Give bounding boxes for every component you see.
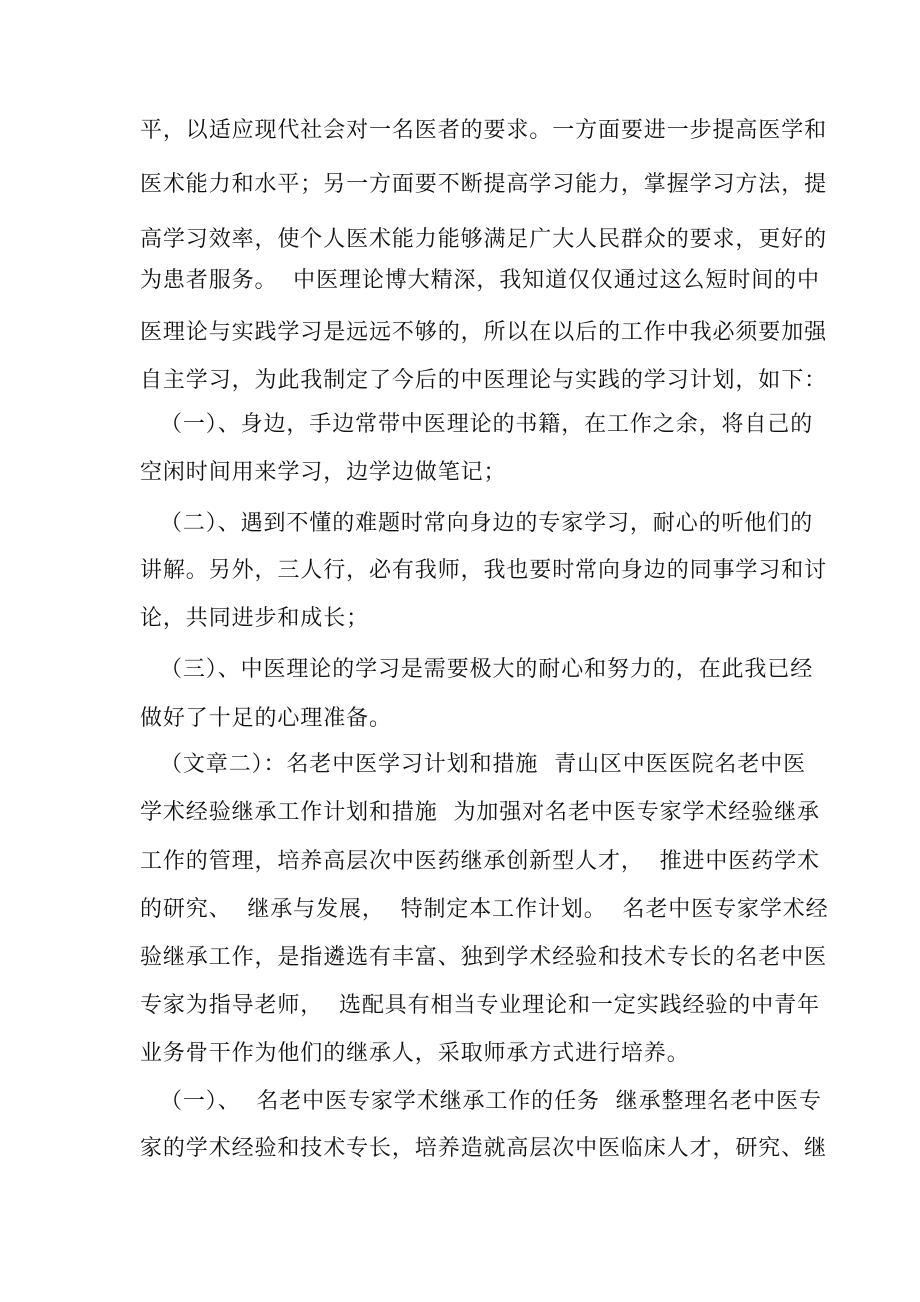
text-line-21: （一）、 名老中医专家学术继承工作的任务 继承整理名老中医专 (160, 1089, 822, 1114)
text-line-7: （一）、身边，手边常带中医理论的书籍，在工作之余，将自己的 (160, 412, 814, 437)
text-line-4: 为患者服务。 中医理论博大精深，我知道仅仅通过这么短时间的中 (140, 268, 820, 293)
text-line-22: 家的学术经验和技术专长，培养造就高层次中医临床人才，研究、继 (140, 1136, 828, 1161)
text-line-6: 自主学习，为此我制定了今后的中医理论与实践的学习计划，如下： (140, 368, 828, 393)
text-line-11: 论，共同进步和成长； (140, 606, 370, 631)
text-line-12: （三）、中医理论的学习是需要极大的耐心和努力的，在此我已经 (160, 657, 814, 682)
text-line-9: （二）、遇到不懂的难题时常向身边的专家学习，耐心的听他们的 (160, 511, 814, 536)
text-line-3: 高学习效率，使个人医术能力能够满足广大人民群众的要求，更好的 (140, 227, 828, 252)
text-line-1: 平，以适应现代社会对一名医者的要求。一方面要进一步提高医学和 (140, 118, 828, 143)
text-line-20: 业务骨干作为他们的继承人，采取师承方式进行培养。 (140, 1041, 690, 1066)
text-line-18: 验继承工作，是指遴选有丰富、独到学术经验和技术专长的名老中医 (140, 945, 828, 970)
text-line-5: 医理论与实践学习是远远不够的，所以在以后的工作中我必须要加强 (140, 320, 828, 345)
text-line-16: 工作的管理，培养高层次中医药继承创新型人才， 推进中医药学术 (140, 849, 820, 874)
text-line-10: 讲解。另外，三人行，必有我师，我也要时常向身边的同事学习和讨 (140, 558, 828, 583)
text-line-19: 专家为指导老师， 选配具有相当专业理论和一定实践经验的中青年 (140, 993, 820, 1018)
text-line-13: 做好了十足的心理准备。 (140, 706, 392, 731)
text-line-14: （文章二）：名老中医学习计划和措施 青山区中医医院名老中医 (160, 752, 806, 777)
text-line-8: 空闲时间用来学习，边学边做笔记； (140, 460, 507, 485)
text-line-15: 学术经验继承工作计划和措施 为加强对名老中医专家学术经验继承 (140, 800, 820, 825)
text-line-17: 的研究、 继承与发展， 特制定本工作计划。 名老中医专家学术经 (140, 897, 829, 922)
text-line-2: 医术能力和水平；另一方面要不断提高学习能力，掌握学习方法，提 (140, 172, 828, 197)
